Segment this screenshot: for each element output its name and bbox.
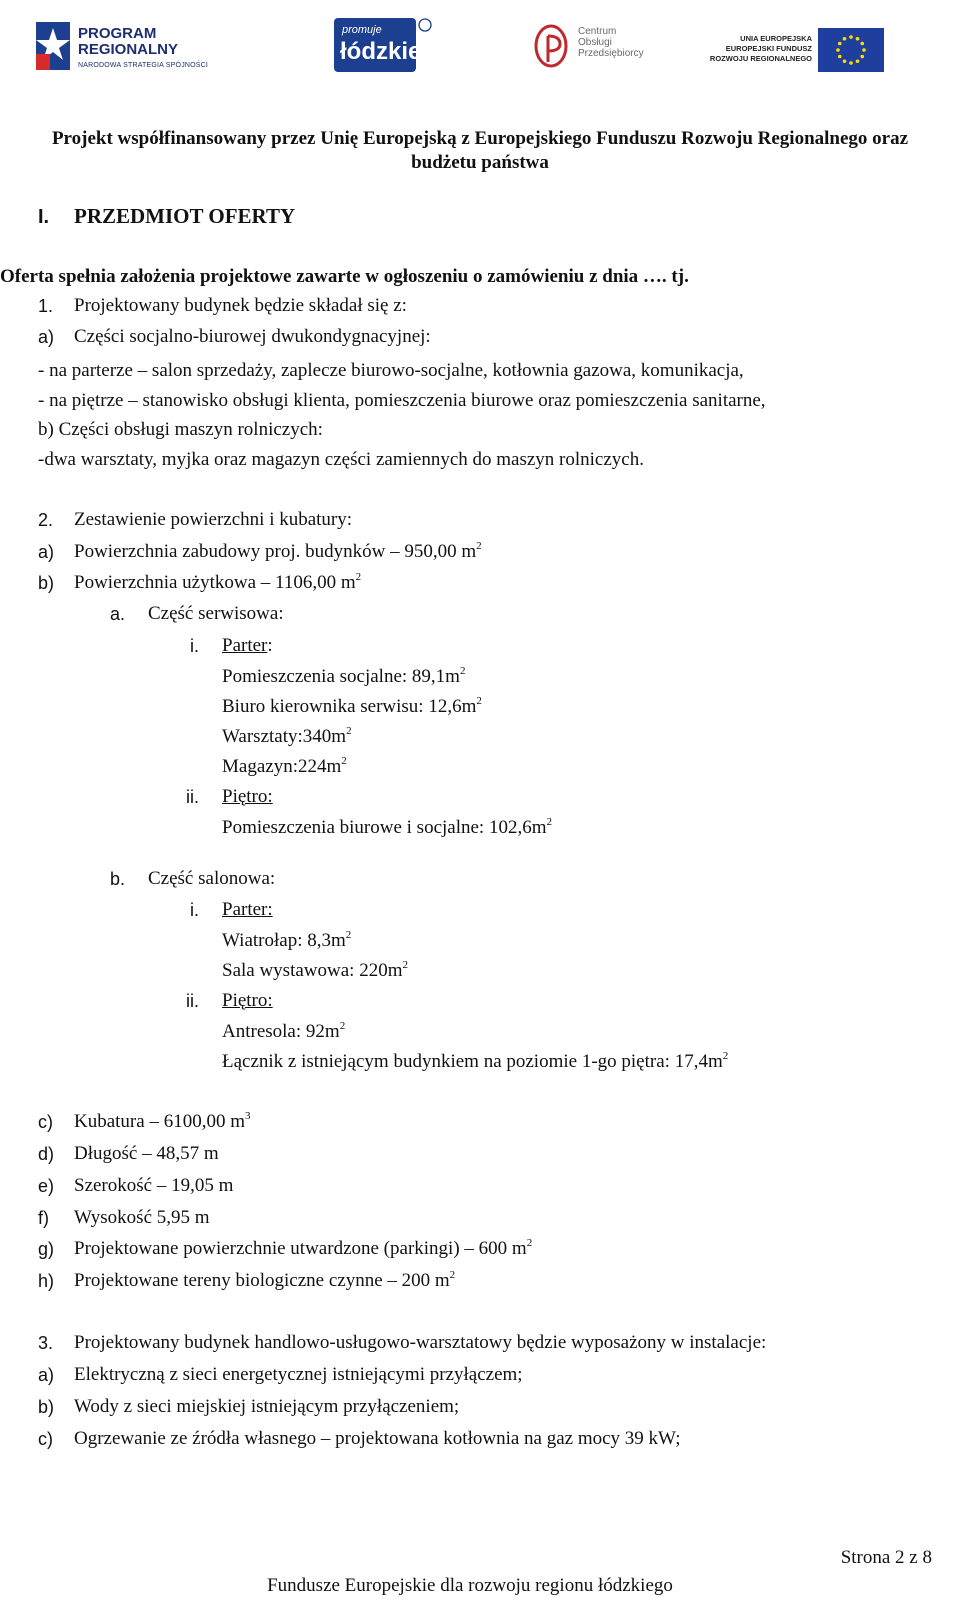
logo-program-regionalny	[32, 18, 212, 76]
lodzkie-box	[334, 18, 422, 72]
serwis-pietro: Piętro:	[222, 786, 273, 807]
page-number: Strona 2 z 8	[840, 1547, 932, 1568]
item2-d-text: Długość – 48,57 m	[74, 1143, 219, 1164]
section-title: PRZEDMIOT OFERTY	[74, 204, 296, 228]
salon-title: Część salonowa:	[148, 868, 276, 889]
eu-star	[856, 59, 860, 63]
item2-b-text: Powierzchnia użytkowa – 1106,00 $m^2$	[74, 571, 362, 593]
intro-text: Oferta spełnia założenia projektowe zawarte w ogłoszeniu o zamówieniu z dnia …. tj.	[0, 266, 689, 287]
serwis-parter-item-1: Pomieszczenia socjalne: $89,1m^2$	[222, 665, 466, 687]
logo-promuje-lodzkie	[334, 18, 430, 74]
serwis-pietro-label: ii.	[186, 787, 199, 807]
item2-text: Zestawienie powierzchni i kubatury:	[74, 509, 353, 530]
section-number: I.	[38, 206, 50, 228]
eu-star	[862, 48, 866, 52]
item3-a-label: a)	[38, 1365, 55, 1385]
item2-h-text: Projektowane tereny biologiczne czynne – 200 $m^2$	[74, 1269, 456, 1291]
serwis-title: Część serwisowa:	[148, 603, 284, 624]
salon-pietro-item-2: Łącznik z istniejącym budynkiem na poziomie 1-go piętra: $17,4m^2$	[222, 1050, 729, 1072]
item3-b-text: Wody z sieci miejskiej istniejącym przyłączeniem;	[74, 1396, 460, 1417]
item1-a-line2: - na piętrze – stanowisko obsługi klienta, pomieszczenia biurowe oraz pomieszczenia sanitarne,	[38, 390, 766, 411]
salon-parter-label: i.	[190, 900, 199, 920]
item1-a-text: Części socjalno-biurowej dwukondygnacyjnej:	[74, 326, 431, 347]
eu-star	[843, 37, 847, 41]
eu-star	[838, 42, 842, 46]
eu-star	[849, 61, 853, 65]
salon-pietro: Piętro:	[222, 990, 273, 1011]
item1-text: Projektowany budynek będzie składał się z:	[74, 295, 407, 316]
cop-line2: Obsługi	[578, 37, 612, 48]
eu-star	[843, 59, 847, 63]
item2-b-label: b)	[38, 573, 55, 593]
cop-emblem-icon	[534, 24, 572, 70]
item1-b-line: b) Części obsługi maszyn rolniczych:	[38, 419, 323, 440]
item2-number: 2.	[38, 510, 54, 530]
copyright-icon	[418, 18, 432, 32]
item2-g-text: Projektowane powierzchnie utwardzone (parkingi) – 600 $m^2$	[74, 1237, 533, 1259]
salon-parter: Parter:	[222, 899, 273, 920]
serwis-parter-item-4: $Magazyn:224m^2$	[222, 755, 347, 777]
item2-e-text: Szerokość – 19,05 m	[74, 1175, 234, 1196]
item3-c-text: Ogrzewanie ze źródła własnego – projektowana kotłownia na gaz mocy 39 kW;	[74, 1428, 681, 1449]
eu-star	[860, 42, 864, 46]
item2-c-label: c)	[38, 1112, 53, 1132]
program-logo-line2: REGIONALNY	[78, 41, 179, 58]
eu-line1: UNIA EUROPEJSKA	[740, 34, 812, 43]
eu-star	[836, 48, 840, 52]
serwis-parter-item-2: Biuro kierownika serwisu: $12,6m^2$	[222, 695, 482, 717]
item3-b-label: b)	[38, 1397, 55, 1417]
item1-a-label: a)	[38, 327, 55, 347]
project-header-line2: budżetu państwa	[411, 152, 549, 173]
item3-c-label: c)	[38, 1429, 53, 1449]
eu-star	[838, 55, 842, 59]
serwis-parter: Parter:	[222, 635, 273, 656]
salon-pietro-label: ii.	[186, 991, 199, 1011]
item2-a-text: Powierzchnia zabudowy proj. budynków – 950,00 $m^2$	[74, 540, 482, 562]
item2-d-label: d)	[38, 1144, 55, 1164]
program-star-icon	[32, 18, 74, 74]
eu-star	[860, 55, 864, 59]
serwis-label: a.	[110, 604, 126, 624]
salon-parter-item-2: Sala wystawowa: $220m^2$	[222, 959, 408, 981]
eu-line3: ROZWOJU REGIONALNEGO	[709, 54, 812, 63]
item3-a-text: Elektryczną z sieci energetycznej istniejącymi przyłączem;	[74, 1364, 523, 1385]
logo-unia-europejska	[692, 28, 886, 74]
item2-a-label: a)	[38, 542, 55, 562]
cop-line1: Centrum	[578, 26, 617, 37]
item1-a-line1: - na parterze – salon sprzedaży, zaplecze biurowo-socjalne, kotłownia gazowa, komunikacja,	[38, 360, 744, 381]
item1-number: 1.	[38, 296, 54, 316]
eu-line2: EUROPEJSKI FUNDUSZ	[725, 44, 812, 53]
item2-h-label: h)	[38, 1271, 55, 1291]
project-header-line1: Projekt współfinansowany przez Unię Europejską z Europejskiego Funduszu Rozwoju Regionalnego oraz	[51, 128, 909, 149]
eu-star	[856, 37, 860, 41]
program-logo-line1: PROGRAM	[78, 25, 157, 42]
serwis-pietro-item-1: Pomieszczenia biurowe i socjalne: $102,6m^2$	[222, 816, 552, 838]
item2-f-label: f)	[38, 1208, 49, 1228]
program-logo-subtitle: NARODOWA STRATEGIA SPÓJNOŚCI	[78, 62, 209, 69]
item2-e-label: e)	[38, 1176, 55, 1196]
item1-b-detail: -dwa warsztaty, myjka oraz magazyn części zamiennych do maszyn rolniczych.	[38, 449, 644, 470]
salon-pietro-item-1: Antresola: $92m^2$	[222, 1020, 346, 1042]
salon-parter-item-1: Wiatrołap: $8,3m^2$	[222, 929, 352, 951]
cop-line3: Przedsiębiorcy	[578, 48, 644, 59]
serwis-parter-label: i.	[190, 636, 199, 656]
item2-c-text: Kubatura – 6100,00 $m^3$	[74, 1110, 251, 1132]
item3-number: 3.	[38, 1333, 54, 1353]
eu-star	[849, 35, 853, 39]
footer-text: Fundusze Europejskie dla rozwoju regionu łódzkiego	[267, 1575, 673, 1596]
serwis-parter-item-3: $Warsztaty:340m^2$	[222, 725, 352, 747]
eu-flag-icon	[818, 28, 884, 72]
logo-centrum-obslugi	[534, 24, 654, 72]
lodzkie-big: łódzkie	[340, 38, 422, 65]
item2-g-label: g)	[38, 1239, 55, 1259]
salon-label: b.	[110, 869, 126, 889]
item2-f-text: Wysokość 5,95 m	[74, 1207, 210, 1228]
item3-text: Projektowany budynek handlowo-usługowo-warsztatowy będzie wyposażony w instalacje:	[74, 1332, 767, 1353]
lodzkie-small: promuje	[342, 24, 382, 36]
